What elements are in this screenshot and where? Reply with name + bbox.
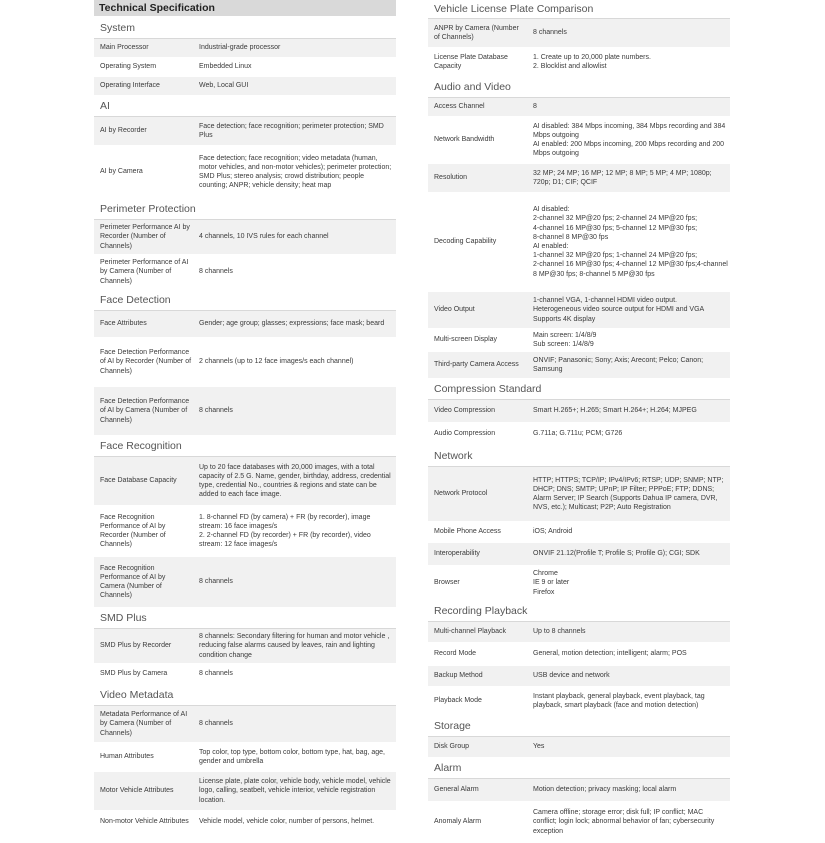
spec-value: ONVIF 21.12(Profile T; Profile S; Profile G); CGI; SDK xyxy=(533,550,700,558)
spec-value: 8 channels xyxy=(199,578,233,586)
spec-value: 1. Create up to 20,000 plate numbers. 2. Blocklist and allowlist xyxy=(533,53,651,70)
spec-label: Non-motor Vehicle Attributes xyxy=(100,818,189,826)
spec-value: 8 channels xyxy=(199,268,233,276)
right-column xyxy=(428,0,730,843)
spec-row-human-attributes xyxy=(94,743,396,772)
spec-label: Access Channel xyxy=(434,103,485,111)
spec-row-resolution xyxy=(428,164,730,193)
spec-label: Operating System xyxy=(100,63,157,71)
right-spec-list xyxy=(428,0,730,843)
spec-value: 8 channels: Secondary filtering for human and motor vehicle , reducing false alarms caused by leaves, rain and lighting condition change xyxy=(199,633,390,659)
spec-value: Embedded Linux xyxy=(199,63,252,71)
spec-value: Face detection; face recognition; perimeter protection; SMD Plus xyxy=(199,122,384,139)
spec-row-face-detection-performance-of-ai-by-recorder-number-of-channels xyxy=(94,338,396,387)
spec-label: Multi-screen Display xyxy=(434,336,498,344)
spec-label: Perimeter Performance AI by Recorder (Number of Channels) xyxy=(100,224,190,250)
spec-value: AI disabled: 2-channel 32 MP@20 fps; 2-channel 24 MP@20 fps; 4-channel 16 MP@30 fps; 5-channel 12 MP@30 fps; 8-channel 8 MP@30 fps AI enabled: 1-channel 32 MP@20 fps; 1-channel 24 MP@20 fps; 2-channel 16 MP@30 fps; 4-channel 12 MP@30 fps;4-channel 8 MP@30 fps; 8-channel 5 MP@30 fps xyxy=(533,206,728,278)
spec-row-interoperability xyxy=(428,543,730,566)
spec-row-audio-compression xyxy=(428,423,730,446)
spec-row-face-recognition-performance-of-ai-by-camera-number-of-channels xyxy=(94,557,396,608)
spec-label: ANPR by Camera (Number of Channels) xyxy=(434,24,519,41)
spec-label: Network Bandwidth xyxy=(434,136,495,144)
spec-label: License Plate Database Capacity xyxy=(434,53,508,70)
spec-row-playback-mode xyxy=(428,687,730,716)
section-compression-standard: Compression Standard xyxy=(428,379,730,400)
spec-row-operating-system xyxy=(94,58,396,77)
spec-value: Motion detection; privacy masking; local alarm xyxy=(533,786,677,794)
spec-row-decoding-capability xyxy=(428,193,730,292)
spec-value: Yes xyxy=(533,743,545,751)
spec-value: Camera offline; storage error; disk full; IP conflict; MAC conflict; login lock; abnormal behavior of fan; cybersecurity exception xyxy=(533,809,715,835)
spec-value: AI disabled: 384 Mbps incoming, 384 Mbps recording and 384 Mbps outgoing AI enabled: 200 Mbps incoming, 200 Mbps recording and 200 Mbps outgoing xyxy=(533,122,726,158)
spec-label: Video Output xyxy=(434,306,475,314)
spec-label: Metadata Performance of AI by Camera (Number of Channels) xyxy=(100,711,188,737)
spec-row-metadata-performance-of-ai-by-camera-number-of-channels xyxy=(94,706,396,743)
spec-row-perimeter-performance-ai-by-recorder-number-of-channels xyxy=(94,220,396,255)
spec-label: Motor Vehicle Attributes xyxy=(100,787,174,795)
spec-value: USB device and network xyxy=(533,672,610,680)
spec-value: Face detection; face recognition; video metadata (human, motor vehicles, and non-motor vehicles); perimeter protection; SMD Plus; stereo analysis; crowd distribution; people counting; ANPR; vehicle density; heat map xyxy=(199,154,392,190)
spec-label: Face Detection Performance of AI by Recorder (Number of Channels) xyxy=(100,349,192,375)
spec-label: AI by Camera xyxy=(100,168,143,176)
spec-label: Browser xyxy=(434,579,460,587)
spec-value: Top color, top type, bottom color, bottom type, hat, bag, age, gender and umbrella xyxy=(199,748,386,765)
spec-row-disk-group xyxy=(428,737,730,758)
spec-value: License plate, plate color, vehicle body, vehicle model, vehicle logo, calling, seatbelt, vehicle interior, vehicle registration location. xyxy=(199,778,391,804)
section-network: Network xyxy=(428,446,730,467)
spec-value: 1-channel VGA, 1-channel HDMI video output. Heterogeneous video source output for HDMI and VGA Supports 4K display xyxy=(533,297,705,323)
spec-label: Face Recognition Performance of AI by Recorder (Number of Channels) xyxy=(100,513,166,549)
spec-row-video-output xyxy=(428,292,730,329)
spec-row-record-mode xyxy=(428,643,730,666)
spec-value: ONVIF; Panasonic; Sony; Axis; Arecont; Pelco; Canon; Samsung xyxy=(533,356,704,373)
section-perimeter-protection: Perimeter Protection xyxy=(94,199,396,220)
spec-value: 4 channels, 10 IVS rules for each channel xyxy=(199,233,329,241)
spec-row-video-compression xyxy=(428,400,730,423)
spec-value: 32 MP; 24 MP; 16 MP; 12 MP; 8 MP; 5 MP; 4 MP; 1080p; 720p; D1; CIF; QCIF xyxy=(533,169,712,186)
spec-value: 8 xyxy=(533,103,537,111)
spec-label: Mobile Phone Access xyxy=(434,528,501,536)
section-face-detection: Face Detection xyxy=(94,290,396,311)
spec-row-ai-by-recorder xyxy=(94,117,396,146)
spec-value: Chrome IE 9 or later Firefox xyxy=(533,570,570,596)
spec-label: Video Compression xyxy=(434,407,495,415)
spec-label: AI by Recorder xyxy=(100,127,147,135)
spec-value: Gender; age group; glasses; expressions; face mask; beard xyxy=(199,320,385,328)
spec-row-browser xyxy=(428,566,730,601)
spec-label: SMD Plus by Camera xyxy=(100,670,168,678)
spec-row-mobile-phone-access xyxy=(428,522,730,543)
spec-value: HTTP; HTTPS; TCP/IP; IPv4/IPv6; RTSP; UDP; SNMP; NTP; DHCP; DNS; SMTP; UPnP; IP Filter; PPPoE; FTP; DDNS; Alarm Server; IP Search (Supports Dahua IP camera, DVR, NVS, etc.); Multicast; P2P; Auto Registration xyxy=(533,476,724,512)
spec-row-face-attributes xyxy=(94,311,396,338)
spec-value: General, motion detection; intelligent; alarm; POS xyxy=(533,650,687,658)
section-smd-plus: SMD Plus xyxy=(94,608,396,629)
spec-row-operating-interface xyxy=(94,77,396,96)
spec-value: 8 channels xyxy=(199,720,233,728)
spec-label: Interoperability xyxy=(434,550,480,558)
spec-row-smd-plus-by-recorder xyxy=(94,629,396,664)
spec-value: 8 channels xyxy=(199,670,233,678)
section-vehicle-license-plate-comparison: Vehicle License Plate Comparison xyxy=(428,0,730,19)
spec-label: Decoding Capability xyxy=(434,238,497,246)
spec-row-ai-by-camera xyxy=(94,146,396,199)
spec-label: Face Detection Performance of AI by Camera (Number of Channels) xyxy=(100,398,190,424)
spec-row-multi-screen-display xyxy=(428,329,730,352)
spec-label: Face Attributes xyxy=(100,320,147,328)
spec-row-general-alarm xyxy=(428,779,730,802)
spec-value: Industrial-grade processor xyxy=(199,44,281,52)
spec-label: Face Recognition Performance of AI by Camera (Number of Channels) xyxy=(100,564,166,600)
left-column xyxy=(94,0,396,834)
spec-label: Backup Method xyxy=(434,672,483,680)
spec-row-third-party-camera-access xyxy=(428,352,730,379)
section-video-metadata: Video Metadata xyxy=(94,685,396,706)
spec-row-access-channel xyxy=(428,98,730,117)
spec-value: 8 channels xyxy=(199,407,233,415)
spec-row-backup-method xyxy=(428,666,730,687)
spec-value: Smart H.265+; H.265; Smart H.264+; H.264; MJPEG xyxy=(533,407,697,415)
spec-row-anpr-by-camera-number-of-channels xyxy=(428,19,730,48)
spec-label: SMD Plus by Recorder xyxy=(100,642,172,650)
spec-row-anomaly-alarm xyxy=(428,802,730,843)
left-spec-list xyxy=(94,18,396,834)
spec-label: Multi-channel Playback xyxy=(434,628,506,636)
spec-row-face-database-capacity xyxy=(94,457,396,506)
section-recording-playback: Recording Playback xyxy=(428,601,730,622)
spec-row-perimeter-performance-of-ai-by-camera-number-of-channels xyxy=(94,255,396,290)
spec-label: Resolution xyxy=(434,174,468,182)
spec-row-network-protocol xyxy=(428,467,730,522)
spec-label: General Alarm xyxy=(434,786,479,794)
page-title: Technical Specification xyxy=(94,0,396,16)
spec-row-license-plate-database-capacity xyxy=(428,48,730,77)
spec-row-face-recognition-performance-of-ai-by-recorder-number-of-channels xyxy=(94,506,396,557)
spec-row-network-bandwidth xyxy=(428,117,730,164)
spec-label: Face Database Capacity xyxy=(100,477,177,485)
spec-label: Third-party Camera Access xyxy=(434,361,519,369)
spec-label: Anomaly Alarm xyxy=(434,818,482,826)
spec-value: Up to 20 face databases with 20,000 images, with a total capacity of 2.5 G. Name, gender, birthday, address, credential type, credential No., countries & regions and state can be added to each face image. xyxy=(199,463,391,499)
spec-value: iOS; Android xyxy=(533,528,573,536)
spec-row-main-processor xyxy=(94,39,396,58)
spec-label: Playback Mode xyxy=(434,697,482,705)
spec-value: Web, Local GUI xyxy=(199,82,249,90)
spec-value: 1. 8-channel FD (by camera) + FR (by recorder), image stream: 16 face images/s 2. 2-channel FD (by recorder) + FR (by recorder), video stream: 12 face images/s xyxy=(199,513,371,549)
spec-value: Main screen: 1/4/8/9 Sub screen: 1/4/8/9 xyxy=(533,331,597,348)
spec-label: Audio Compression xyxy=(434,430,496,438)
spec-value: 8 channels xyxy=(533,29,567,37)
spec-row-face-detection-performance-of-ai-by-camera-number-of-channels xyxy=(94,387,396,436)
spec-label: Record Mode xyxy=(434,650,477,658)
spec-row-non-motor-vehicle-attributes xyxy=(94,811,396,834)
spec-label: Perimeter Performance of AI by Camera (Number of Channels) xyxy=(100,259,189,285)
spec-value: Vehicle model, vehicle color, number of persons, helmet. xyxy=(199,818,375,826)
spec-row-smd-plus-by-camera xyxy=(94,664,396,685)
section-system: System xyxy=(94,18,396,39)
spec-row-multi-channel-playback xyxy=(428,622,730,643)
spec-row-motor-vehicle-attributes xyxy=(94,772,396,811)
section-ai: AI xyxy=(94,96,396,117)
spec-label: Disk Group xyxy=(434,743,470,751)
section-alarm: Alarm xyxy=(428,758,730,779)
spec-value: G.711a; G.711u; PCM; G726 xyxy=(533,430,623,438)
spec-label: Human Attributes xyxy=(100,753,154,761)
spec-label: Operating Interface xyxy=(100,82,160,90)
section-face-recognition: Face Recognition xyxy=(94,436,396,457)
section-audio-and-video: Audio and Video xyxy=(428,77,730,98)
spec-label: Main Processor xyxy=(100,44,149,52)
section-storage: Storage xyxy=(428,716,730,737)
spec-value: Up to 8 channels xyxy=(533,628,586,636)
spec-label: Network Protocol xyxy=(434,490,488,498)
spec-value: Instant playback, general playback, event playback, tag playback, smart playback (face and motion detection) xyxy=(533,692,705,709)
spec-value: 2 channels (up to 12 face images/s each channel) xyxy=(199,358,354,366)
